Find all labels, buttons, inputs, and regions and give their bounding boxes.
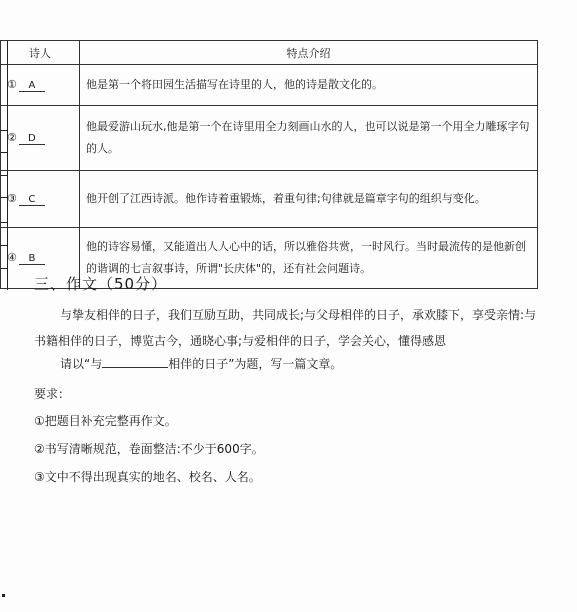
scan-dot: [2, 594, 5, 597]
requirements-title: 要求：: [34, 387, 71, 401]
prompt-after: 相伴的日子”为题，写一篇文章。: [168, 357, 343, 371]
poet-cell: [1, 171, 80, 228]
desc-cell: 他的诗容易懂，又能道出人人心中的话，所以雅俗共赏，一时风行。当时最流传的是他新创的谐调的七言叙事诗，所谓"长庆体"的，还有社会问题诗。: [80, 228, 538, 289]
section-title: 三、作文（50分）: [34, 275, 168, 293]
row-number: ①: [7, 78, 17, 91]
answer-letter: D: [19, 133, 45, 145]
table-header-row: [1, 41, 538, 65]
table-row: [1, 65, 538, 106]
answer-letter: B: [19, 253, 45, 265]
poet-table: [0, 40, 538, 289]
row-number: ④: [7, 251, 17, 264]
poet-cell: [1, 106, 80, 171]
desc-cell: 他开创了江西诗派。他作诗着重锻炼，着重句律;句律就是篇章字句的组织与变化。: [80, 171, 538, 228]
poet-cell: [1, 65, 80, 106]
answer-letter: C: [19, 194, 45, 206]
desc-cell: 他最爱游山玩水,他是第一个在诗里用全力刻画山水的人，也可以说是第一个用全力雕琢字句的人。: [80, 106, 538, 171]
row-number: ②: [7, 131, 17, 144]
row-number: ③: [7, 192, 17, 205]
table-row: [1, 106, 538, 171]
requirement-item: ①把题目补充完整再作文。: [34, 414, 177, 428]
answer-letter: A: [19, 80, 45, 92]
requirement-item: ③文中不得出现真实的地名、校名、人名。: [34, 470, 261, 484]
header-desc: 特点介绍: [80, 41, 538, 65]
table-row: [1, 171, 538, 228]
title-blank: [102, 355, 168, 368]
essay-paragraph: 与挚友相伴的日子，我们互励互助，共同成长;与父母相伴的日子，承欢膝下，享受亲情:与书籍相伴的日子，博览古今，通晓心事;与爱相伴的日子，学会关心，懂得感恩: [34, 308, 537, 348]
requirement-item: ②书写清晰规范，卷面整洁:不少于600字。: [34, 442, 264, 456]
essay-prompt: [60, 355, 342, 372]
desc-cell: 他是第一个将田园生活描写在诗里的人，他的诗是散文化的。: [80, 65, 538, 106]
header-poet: 诗人: [1, 41, 80, 65]
prompt-before: 请以“与: [60, 357, 103, 371]
